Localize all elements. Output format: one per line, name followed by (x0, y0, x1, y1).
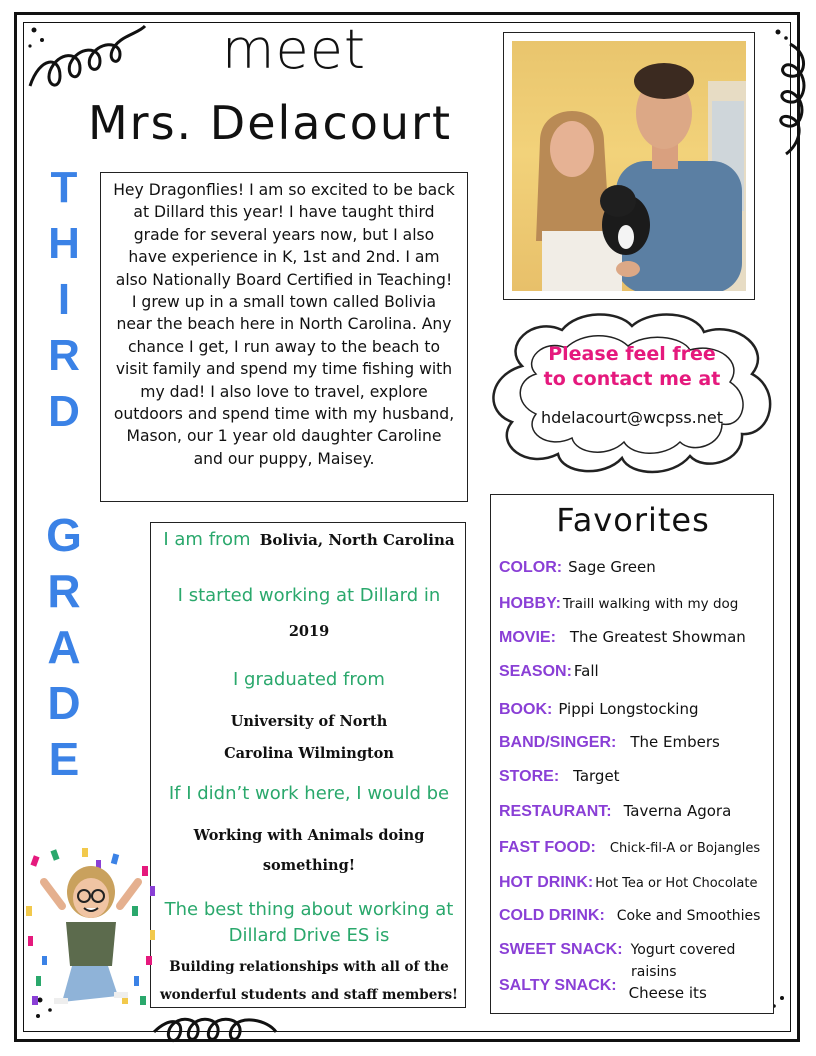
favorite-row-store (499, 766, 773, 786)
else-value-2: something! (262, 857, 356, 874)
favorite-label: BAND/SINGER: (499, 734, 617, 751)
favorite-row-fast-food (499, 837, 773, 857)
vertical-third (34, 163, 94, 436)
bio-box (100, 172, 468, 502)
best-value-1: Building relationships with all of the (169, 959, 449, 975)
vertical-letter: I (57, 275, 71, 324)
started-value: 2019 (288, 623, 330, 640)
contact-email[interactable]: hdelacourt@wcpss.net (540, 408, 724, 427)
best-label-1: The best thing about working at (164, 899, 454, 920)
else-value-1: Working with Animals doing (193, 827, 425, 844)
favorite-label: SEASON: (499, 663, 572, 680)
favorite-value: raisins (631, 964, 677, 980)
family-photo (512, 41, 746, 291)
started-label: I started working at Dillard in (177, 585, 441, 606)
favorite-value: The Embers (630, 733, 720, 751)
favorite-value: The Greatest Showman (569, 628, 746, 646)
from-label: I am from (163, 529, 251, 550)
contact-cloud (482, 306, 782, 480)
else-label: If I didn’t work here, I would be (168, 783, 450, 804)
bitmoji-confetti-illustration (22, 846, 162, 1016)
favorite-value: Cheese its (628, 984, 707, 1002)
photo-frame (503, 32, 755, 300)
favorite-row-cold-drink (499, 905, 773, 925)
favorite-row-movie (499, 627, 773, 647)
from-row (151, 529, 467, 550)
favorite-value: Fall (573, 662, 599, 680)
favorite-label: FAST FOOD: (499, 839, 596, 856)
favorite-row-book (499, 699, 773, 719)
best-value-2: wonderful students and staff members! (160, 987, 458, 1003)
vertical-letter: R (47, 565, 81, 617)
favorite-value: Hot Tea or Hot Chocolate (595, 876, 758, 891)
contact-line-1: Please feel free (548, 343, 716, 365)
favorite-row-salty-snack (499, 975, 773, 1002)
vertical-letter: E (48, 733, 80, 785)
graduated-value-2: Carolina Wilmington (224, 745, 394, 762)
favorite-row-band (499, 732, 773, 752)
favorite-value: Coke and Smoothies (616, 908, 761, 924)
favorite-value: Traill walking with my dog (562, 596, 739, 612)
favorite-value: Sage Green (568, 558, 656, 576)
vertical-letter: R (48, 331, 80, 380)
favorite-row-color (499, 557, 773, 577)
bio-text: Hey Dragonflies! I am so excited to be back at Dillard this year! I have taught third grade for several years now, but I also have experience in K, 1st and 2nd. I am also Nationally Board Certified in Teaching! I grew up in a small town called Bolivia near the beach here in North Carolina. Any chance I get, I run away to the beach to visit family and spend my time fishing with my dad! I also love to travel, explore outdoors and spend time with my husband, Mason, our 1 year old daughter Caroline and our puppy, Maisey. (113, 181, 455, 468)
favorite-label: STORE: (499, 768, 560, 785)
best-label-2: Dillard Drive ES is (228, 925, 390, 946)
vertical-letter: D (47, 677, 81, 729)
favorite-label: HOT DRINK: (499, 874, 594, 891)
favorite-row-hobby (499, 593, 773, 613)
favorite-label: BOOK: (499, 701, 553, 718)
swirl-doodle-top-left (20, 16, 150, 106)
favorite-value: Taverna Agora (623, 802, 732, 820)
favorite-label: RESTAURANT: (499, 803, 612, 820)
vertical-grade (34, 509, 94, 785)
favorite-label: MOVIE: (499, 629, 556, 646)
favorite-label: SWEET SNACK: (499, 941, 623, 958)
vertical-letter: A (47, 621, 81, 673)
favorite-label: SALTY SNACK: (499, 977, 617, 994)
swirl-doodle-top-right (770, 24, 810, 164)
favorites-title: Favorites (556, 501, 710, 539)
cloud-border-icon (482, 306, 782, 480)
contact-heading (482, 342, 782, 392)
vertical-letter: D (48, 387, 80, 436)
about-info-box (150, 522, 466, 1008)
swirl-doodle-bottom (150, 1012, 280, 1052)
vertical-letter: T (50, 163, 78, 212)
teacher-name-heading: Mrs. Delacourt (87, 96, 453, 150)
favorite-label: COLOR: (499, 559, 563, 576)
vertical-letter: H (48, 219, 80, 268)
favorite-row-hot-drink (499, 872, 773, 892)
favorite-value: Pippi Longstocking (558, 700, 699, 718)
favorite-label: HOBBY: (499, 595, 561, 612)
favorite-row-season (499, 661, 773, 681)
meet-heading: meet (221, 18, 367, 81)
favorite-value: Chick-fil-A or Bojangles (609, 841, 761, 856)
graduated-label: I graduated from (233, 669, 385, 690)
favorite-value: Yogurt covered (630, 942, 736, 958)
from-value: Bolivia, North Carolina (259, 531, 455, 549)
favorites-box (490, 494, 774, 1014)
favorite-value: Target (573, 767, 620, 785)
favorite-label: COLD DRINK: (499, 907, 605, 924)
vertical-letter: G (46, 509, 82, 561)
graduated-value-1: University of North (230, 713, 388, 730)
contact-line-2: to contact me at (543, 368, 721, 390)
favorite-row-sweet-snack (499, 939, 773, 959)
favorite-row-restaurant (499, 801, 773, 821)
